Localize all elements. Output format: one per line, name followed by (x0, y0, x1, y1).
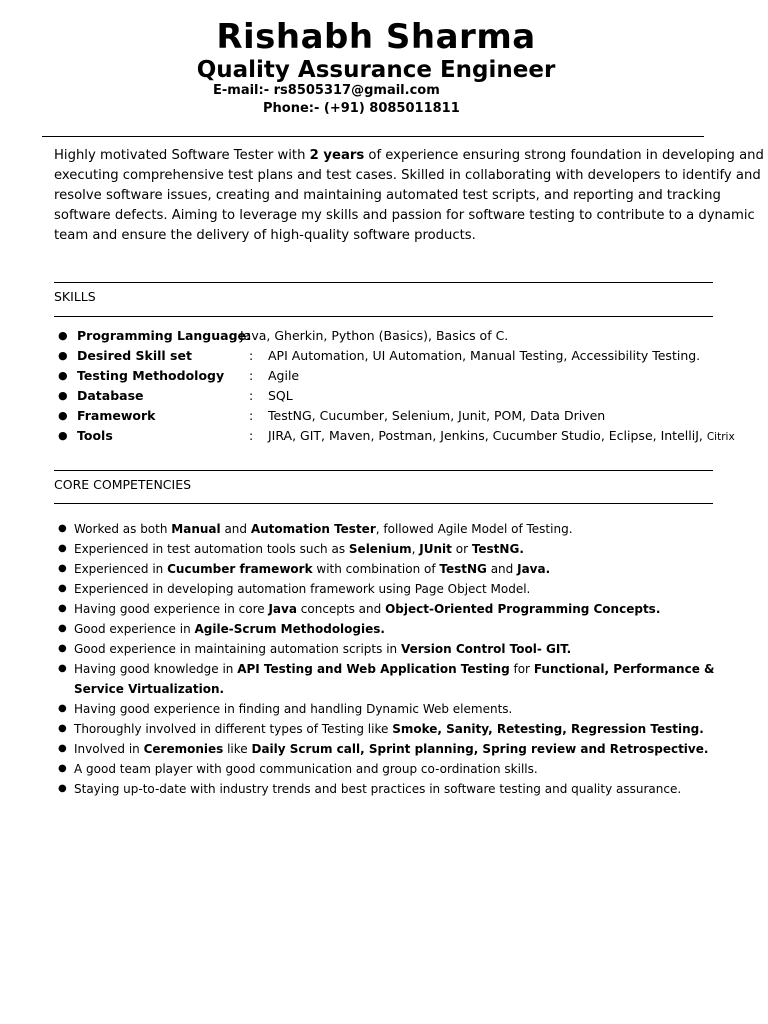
bullet-icon: ● (58, 543, 67, 554)
bullet-icon: ● (58, 783, 67, 794)
header-divider (42, 136, 704, 137)
bullet-icon: ● (58, 643, 67, 654)
core-competencies-heading: CORE COMPETENCIES (54, 477, 192, 492)
skill-separator: : (249, 368, 254, 383)
competency-text: Automation Tester (250, 522, 376, 536)
competency-text: Having good experience in core (74, 602, 269, 616)
competency-text: Having good knowledge in (74, 662, 238, 676)
competency-item (58, 639, 766, 659)
competency-text: concepts and (296, 602, 386, 616)
competency-item (58, 519, 766, 539)
competency-text: Involved in (74, 742, 144, 756)
competency-item (58, 739, 766, 759)
bullet-icon: ● (58, 563, 67, 574)
bullet-icon: ● (58, 743, 67, 754)
competency-text: Agile-Scrum Methodologies. (194, 622, 385, 636)
competency-text: Worked as both (74, 522, 172, 536)
bullet-icon: ● (58, 603, 67, 614)
skill-value (268, 386, 293, 406)
competency-text: and (220, 522, 251, 536)
professional-summary (54, 146, 766, 246)
skill-label: Testing Methodology (77, 368, 225, 383)
bullet-icon: ● (58, 389, 68, 402)
competency-item (58, 659, 766, 699)
skill-item (58, 346, 766, 366)
bullet-icon: ● (58, 409, 68, 422)
skill-label: Database (77, 388, 144, 403)
skill-value (268, 346, 700, 366)
skill-value-text: Java, Gherkin, Python (Basics), Basics of C. (240, 328, 509, 343)
competency-text: for (509, 662, 534, 676)
competency-text: Java (268, 602, 297, 616)
competency-text: TestNG (439, 562, 487, 576)
core-competencies-list (58, 519, 766, 799)
bullet-icon: ● (58, 349, 68, 362)
bullet-icon: ● (58, 523, 67, 534)
competency-text: with combination of (312, 562, 440, 576)
skill-label: Tools (77, 428, 113, 443)
competencies-bottom-divider (54, 503, 713, 504)
skill-value-text: JIRA, GIT, Maven, Postman, Jenkins, Cucumber Studio, Eclipse, IntelliJ, (268, 428, 707, 443)
competency-item (58, 619, 766, 639)
bullet-icon: ● (58, 329, 68, 342)
competency-text: Good experience in maintaining automation scripts in (74, 642, 401, 656)
skill-value-text: TestNG, Cucumber, Selenium, Junit, POM, Data Driven (268, 408, 606, 423)
competency-item (58, 539, 766, 559)
competency-item (58, 759, 766, 779)
skill-value (268, 426, 735, 447)
skill-item (58, 426, 766, 446)
competency-text: TestNG. (471, 542, 524, 556)
competencies-top-divider (54, 470, 713, 471)
competency-text: Java. (517, 562, 551, 576)
candidate-name: Rishabh Sharma (216, 17, 536, 57)
skill-item (58, 386, 766, 406)
skill-label: Desired Skill set (77, 348, 192, 363)
skill-item (58, 406, 766, 426)
competency-text: like (223, 742, 252, 756)
skill-value (268, 366, 299, 386)
skill-value-text: Agile (268, 368, 300, 383)
bullet-icon: ● (58, 663, 67, 674)
competency-text: Having good experience in finding and handling Dynamic Web elements. (74, 702, 513, 716)
skill-value-text: SQL (268, 388, 293, 403)
skill-separator: : (249, 408, 254, 423)
competency-text: , followed Agile Model of Testing. (375, 522, 573, 536)
competency-item (58, 699, 766, 719)
bullet-icon: ● (58, 763, 67, 774)
skill-item (58, 366, 766, 386)
bullet-icon: ● (58, 623, 67, 634)
competency-text: Cucumber framework (167, 562, 313, 576)
skill-separator: : (249, 348, 254, 363)
skill-label: Framework (77, 408, 156, 423)
skill-value (240, 326, 508, 346)
competency-text: Experienced in test automation tools such as (74, 542, 349, 556)
competency-text: , (411, 542, 420, 556)
competency-item (58, 779, 766, 799)
bullet-icon: ● (58, 429, 68, 442)
job-title: Quality Assurance Engineer (196, 57, 556, 83)
phone-number: Phone:- (+91) 8085011811 (263, 101, 460, 116)
summary-text-start: Highly motivated Software Tester with (54, 148, 310, 163)
competency-text: API Testing and Web Application Testing (237, 662, 510, 676)
skill-item (58, 326, 766, 346)
competency-text: Object-Oriented Programming Concepts. (385, 602, 661, 616)
summary-experience-years: 2 years (309, 148, 365, 163)
competency-text: Thoroughly involved in different types of Testing like (74, 722, 393, 736)
competency-text: Functional, Performance & (533, 662, 715, 676)
skills-list (58, 326, 766, 446)
competency-item (58, 579, 766, 599)
skill-value (268, 406, 605, 426)
competency-text: Good experience in (74, 622, 195, 636)
bullet-icon: ● (58, 369, 68, 382)
skills-heading: SKILLS (54, 289, 96, 304)
competency-text: Selenium (348, 542, 412, 556)
competency-continuation (74, 679, 766, 699)
competency-text: Smoke, Sanity, Retesting, Regression Testing. (392, 722, 704, 736)
competency-item (58, 559, 766, 579)
competency-text: Daily Scrum call, Sprint planning, Spring review and Retrospective. (251, 742, 709, 756)
skill-value-small: Citrix (706, 431, 735, 443)
skills-top-divider (54, 282, 713, 283)
bullet-icon: ● (58, 703, 67, 714)
summary-text-rest: of experience ensuring strong foundation in developing and executing comprehensive test plans and test cases. Skilled in collaborating with developers to identify and resolve software issues, creating and maintaining automated test scripts, and reporting and tracking software defects. Aiming to leverage my skills and passion for software testing to contribute to a dynamic team and ensure the delivery of high-quality software products. (54, 148, 764, 243)
competency-text: Manual (171, 522, 221, 536)
competency-item (58, 719, 766, 739)
competency-text: A good team player with good communication and group co-ordination skills. (74, 762, 538, 776)
competency-text: Staying up-to-date with industry trends and best practices in software testing and quality assurance. (74, 782, 682, 796)
competency-text: Experienced in (74, 562, 168, 576)
competency-text: Service Virtualization. (74, 682, 225, 696)
competency-text: JUnit (419, 542, 452, 556)
competency-text: or (451, 542, 472, 556)
skill-value-text: API Automation, UI Automation, Manual Testing, Accessibility Testing. (268, 348, 701, 363)
skill-separator: : (249, 428, 254, 443)
email-address: E-mail:- rs8505317@gmail.com (213, 83, 440, 98)
competency-item (58, 599, 766, 619)
skill-separator: : (249, 388, 254, 403)
competency-text: Ceremonies (143, 742, 224, 756)
bullet-icon: ● (58, 583, 67, 594)
competency-text: and (486, 562, 518, 576)
bullet-icon: ● (58, 723, 67, 734)
skill-label: Programming Language: (77, 328, 251, 343)
competency-text: Experienced in developing automation framework using Page Object Model. (74, 582, 531, 596)
competency-text: Version Control Tool- GIT. (400, 642, 572, 656)
skills-bottom-divider (54, 316, 713, 317)
